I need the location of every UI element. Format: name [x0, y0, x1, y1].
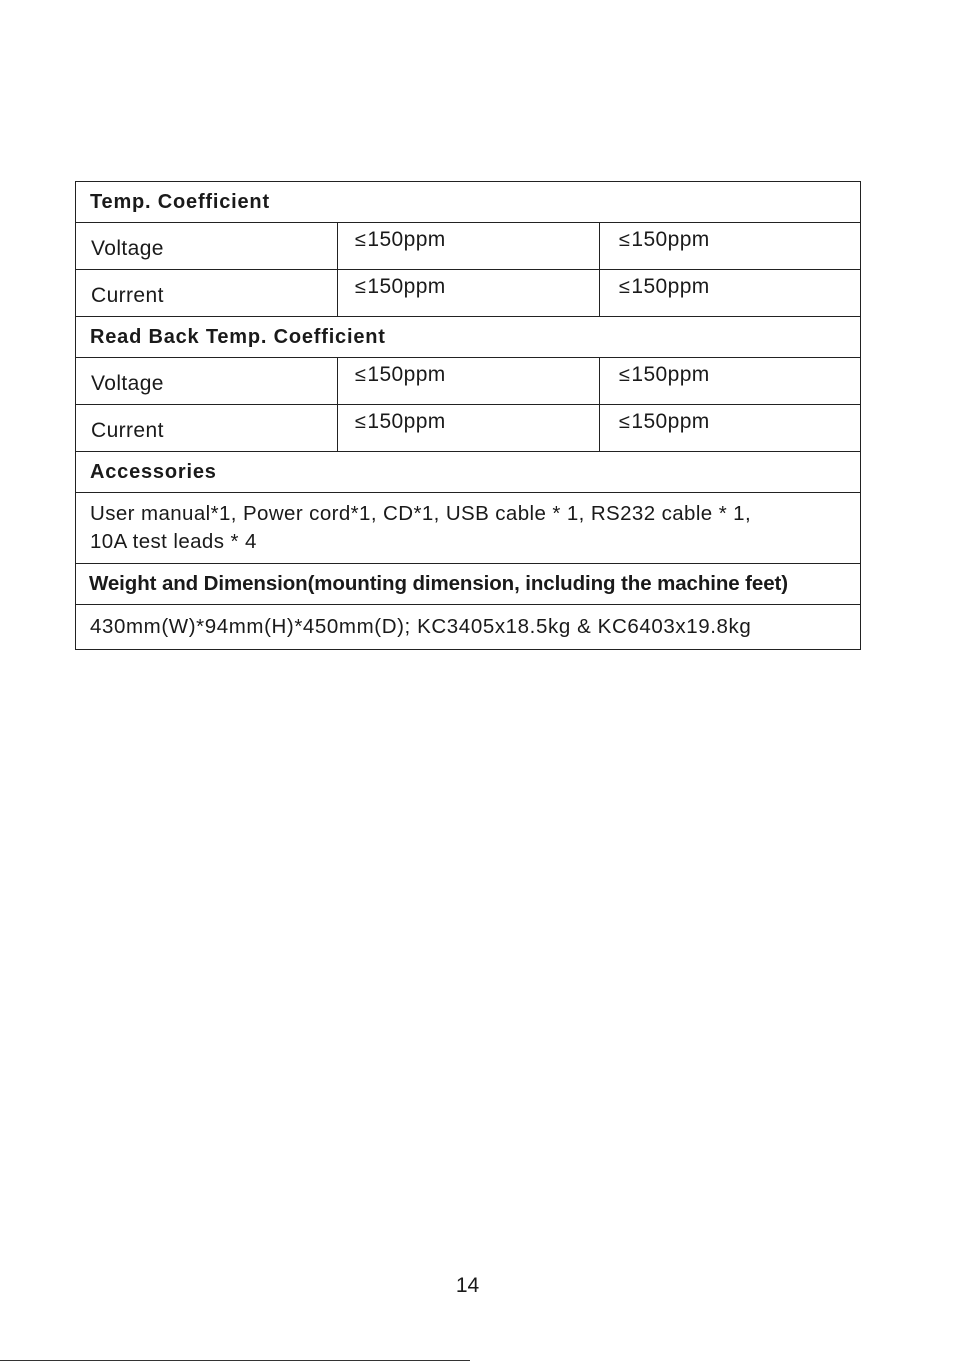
less-equal-symbol: ≤ [355, 411, 367, 433]
value-text: 150ppm [367, 410, 446, 433]
row-label: Voltage [76, 223, 338, 270]
less-equal-symbol: ≤ [355, 229, 367, 251]
table-row [76, 223, 861, 270]
value-text: 150ppm [631, 410, 710, 433]
table-row [76, 493, 861, 564]
less-equal-symbol: ≤ [355, 276, 367, 298]
section-title: Weight and Dimension(mounting dimension, including the machine feet) [76, 564, 861, 605]
value-cell [338, 270, 600, 317]
value-text: 150ppm [631, 275, 710, 298]
less-equal-symbol: ≤ [619, 411, 631, 433]
section-title: Temp. Coefficient [76, 182, 861, 223]
value-cell [600, 405, 861, 452]
value-cell [600, 270, 861, 317]
value-text: 150ppm [367, 228, 446, 251]
row-label: Current [76, 270, 338, 317]
less-equal-symbol: ≤ [619, 364, 631, 386]
section-header-read-back-temp-coefficient [76, 317, 861, 358]
table-row [76, 605, 861, 650]
less-equal-symbol: ≤ [619, 276, 631, 298]
value-text: 150ppm [367, 363, 446, 386]
bottom-divider [0, 1360, 470, 1361]
table-row [76, 270, 861, 317]
section-title: Read Back Temp. Coefficient [76, 317, 861, 358]
less-equal-symbol: ≤ [619, 229, 631, 251]
value-text: 150ppm [631, 363, 710, 386]
value-cell [338, 358, 600, 405]
row-label: Voltage [76, 358, 338, 405]
section-header-weight-dimension [76, 564, 861, 605]
dimension-value: 430mm(W)*94mm(H)*450mm(D); KC3405x18.5kg & KC6403x19.8kg [76, 605, 861, 650]
specification-table [75, 181, 861, 650]
value-text: 150ppm [631, 228, 710, 251]
accessories-line: User manual*1, Power cord*1, CD*1, USB cable * 1, RS232 cable * 1, [90, 502, 752, 525]
row-label: Current [76, 405, 338, 452]
section-header-temp-coefficient [76, 182, 861, 223]
value-text: 150ppm [367, 275, 446, 298]
value-cell [338, 405, 600, 452]
accessories-line: 10A test leads * 4 [90, 530, 257, 553]
value-cell [600, 223, 861, 270]
accessories-text [76, 493, 861, 564]
section-title: Accessories [76, 452, 861, 493]
table-row [76, 358, 861, 405]
table-row [76, 405, 861, 452]
page-number: 14 [455, 1274, 480, 1297]
section-header-accessories [76, 452, 861, 493]
value-cell [338, 223, 600, 270]
less-equal-symbol: ≤ [355, 364, 367, 386]
value-cell [600, 358, 861, 405]
